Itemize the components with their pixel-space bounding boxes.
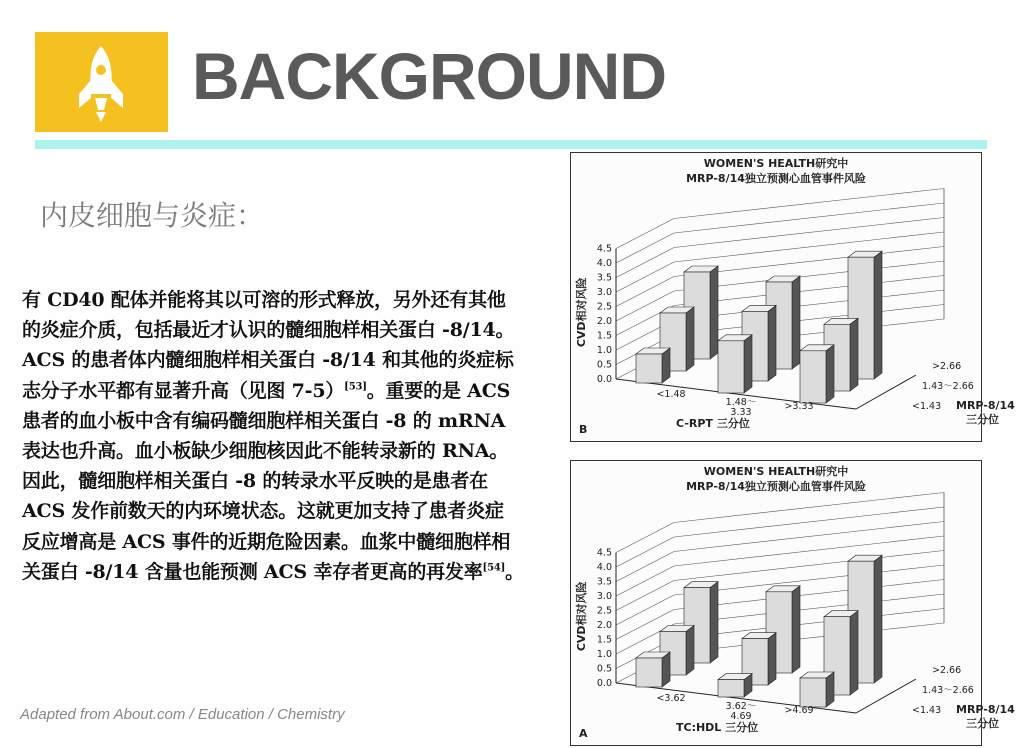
- bar: [636, 658, 662, 687]
- chart-b: [571, 153, 1015, 441]
- y-tick-label: 2.5: [596, 605, 612, 617]
- z-axis-label: MRP-8/14: [956, 703, 1015, 716]
- body-line: 志分子水平都有显著升高（见图 7-5）: [22, 379, 345, 402]
- body-line: 有 CD40 配体并能将其以可溶的形式释放，另外还有其他: [22, 289, 506, 311]
- y-tick-label: 3.0: [596, 287, 612, 298]
- y-tick-label: 1.0: [596, 345, 612, 356]
- x-tick-label: 4.69: [730, 711, 752, 722]
- y-tick-label: 0.5: [596, 663, 612, 675]
- body-line: 表达也升高。血小板缺少细胞核因此不能转录新的 RNA。: [22, 440, 509, 463]
- y-tick-label: 0.0: [596, 678, 612, 689]
- grid-line-diag: [616, 552, 674, 582]
- bar: [800, 678, 826, 707]
- rocket-icon: [35, 32, 168, 132]
- z-tick-label: 1.43～2.66: [922, 685, 974, 696]
- y-tick-label: 3.5: [596, 576, 612, 588]
- grid-line-diag: [616, 566, 674, 596]
- y-tick-label: 4.5: [596, 547, 612, 559]
- y-tick-label: 3.5: [596, 272, 612, 284]
- z-axis: [856, 375, 916, 409]
- grid-line: [674, 218, 944, 248]
- bar-side: [850, 318, 858, 391]
- z-tick-label: <1.43: [912, 401, 942, 412]
- x-tick-label: 1.48～: [725, 397, 757, 408]
- body-line: 因此，髓细胞样相关蛋白 -8 的转录水平反映的是患者在: [22, 470, 488, 493]
- y-tick-label: 3.0: [596, 591, 612, 602]
- body-text: [22, 285, 542, 587]
- bar-side: [686, 626, 694, 676]
- x-tick-label: 3.62～: [725, 701, 757, 712]
- x-tick-label: <1.48: [656, 389, 686, 400]
- grid-line: [674, 493, 944, 523]
- grid-line-diag: [616, 523, 674, 553]
- bar-side: [874, 251, 882, 379]
- y-tick-label: 4.0: [596, 562, 612, 573]
- z-tick-label: >2.66: [932, 665, 962, 676]
- body-line: 。: [505, 560, 524, 583]
- figure-panel-a: [570, 460, 1015, 746]
- bar-side: [792, 276, 800, 369]
- grid-line: [674, 232, 944, 262]
- x-tick-label: >3.33: [784, 401, 814, 412]
- bar-side: [792, 586, 800, 673]
- y-tick-label: 1.5: [596, 634, 612, 646]
- grid-line: [674, 536, 944, 566]
- bar-side: [686, 307, 694, 371]
- body-line: 。重要的是 ACS: [366, 379, 511, 402]
- grid-line-diag: [616, 581, 674, 611]
- z-axis-label: 三分位: [966, 717, 999, 730]
- grid-line-diag: [616, 219, 674, 249]
- body-line: 反应增高是 ACS 事件的近期危险因素。血浆中髓细胞样相: [22, 530, 511, 553]
- grid-line-diag: [616, 537, 674, 567]
- grid-line: [674, 551, 944, 581]
- body-line: 的炎症介质，包括最近才认识的髓细胞样相关蛋白 -8/14。: [22, 319, 515, 342]
- z-tick-label: >2.66: [932, 361, 962, 372]
- grid-line: [674, 507, 944, 537]
- bar-side: [710, 582, 718, 663]
- body-line: 关蛋白 -8/14 含量也能预测 ACS 幸存者更高的再发率: [22, 560, 483, 583]
- z-axis: [856, 679, 916, 713]
- bar: [718, 680, 744, 697]
- body-line: 患者的血小板中含有编码髓细胞样相关蛋白 -8 的 mRNA: [22, 409, 506, 432]
- x-axis-label: TC:HDL 三分位: [676, 721, 759, 734]
- y-axis-label: CVD相对风险: [575, 277, 588, 348]
- y-tick-label: 0.5: [596, 359, 612, 371]
- citation-ref: [53]: [344, 381, 367, 393]
- grid-line: [674, 189, 944, 219]
- grid-line: [674, 203, 944, 233]
- grid-line-diag: [616, 262, 674, 292]
- logo-badge: [35, 32, 168, 132]
- bar-side: [850, 611, 858, 695]
- grid-line: [674, 522, 944, 552]
- chart-subtitle: MRP-8/14独立预测心血管事件风险: [686, 172, 866, 185]
- chart-title: WOMEN'S HEALTH研究中: [703, 465, 849, 478]
- chart-subtitle: MRP-8/14独立预测心血管事件风险: [686, 480, 866, 493]
- grid-line-diag: [616, 233, 674, 263]
- citation-ref: [54]: [482, 562, 506, 574]
- body-line: ACS 的患者体内髓细胞样相关蛋白 -8/14 和其他的炎症标: [22, 349, 514, 372]
- bar-side: [768, 633, 776, 685]
- y-tick-label: 4.0: [596, 258, 612, 269]
- bar: [636, 354, 662, 383]
- bar-side: [744, 335, 752, 393]
- x-axis-label: C-RPT 三分位: [676, 417, 750, 430]
- bar-side: [874, 555, 882, 683]
- y-tick-label: 2.5: [596, 301, 612, 313]
- title-divider: [35, 140, 987, 149]
- chart-a: [571, 461, 1015, 745]
- bar-side: [826, 345, 834, 403]
- chart-title: WOMEN'S HEALTH研究中: [703, 157, 849, 170]
- y-tick-label: 0.0: [596, 374, 612, 385]
- grid-line-diag: [616, 248, 674, 278]
- body-line: ACS 发作前数天的内环境状态。这就更加支持了患者炎症: [22, 500, 504, 523]
- x-tick-label: >4.69: [784, 705, 814, 716]
- z-tick-label: <1.43: [912, 705, 942, 716]
- page-title: BACKGROUND: [192, 39, 666, 113]
- figure-panel-b: [570, 152, 1015, 442]
- bar: [800, 351, 826, 403]
- y-tick-label: 2.0: [596, 620, 612, 631]
- x-tick-label: <3.62: [656, 693, 686, 704]
- y-tick-label: 1.0: [596, 649, 612, 660]
- y-axis-label: CVD相对风险: [575, 581, 588, 652]
- z-axis-label: 三分位: [966, 413, 999, 426]
- z-axis-label: MRP-8/14: [956, 399, 1015, 412]
- source-credit: Adapted from About.com / Education / Chemistry: [20, 706, 345, 723]
- grid-line-diag: [616, 277, 674, 307]
- bar-side: [768, 305, 776, 381]
- y-tick-label: 1.5: [596, 330, 612, 342]
- panel-letter: B: [579, 423, 588, 436]
- section-subtitle: 内皮细胞与炎症：: [40, 199, 265, 232]
- x-tick-label: 3.33: [730, 407, 752, 418]
- y-tick-label: 2.0: [596, 316, 612, 327]
- bar-side: [710, 266, 718, 359]
- z-tick-label: 1.43～2.66: [922, 381, 974, 392]
- y-tick-label: 4.5: [596, 243, 612, 255]
- bar: [718, 341, 744, 393]
- panel-letter: A: [579, 727, 588, 740]
- grid-line-diag: [616, 595, 674, 625]
